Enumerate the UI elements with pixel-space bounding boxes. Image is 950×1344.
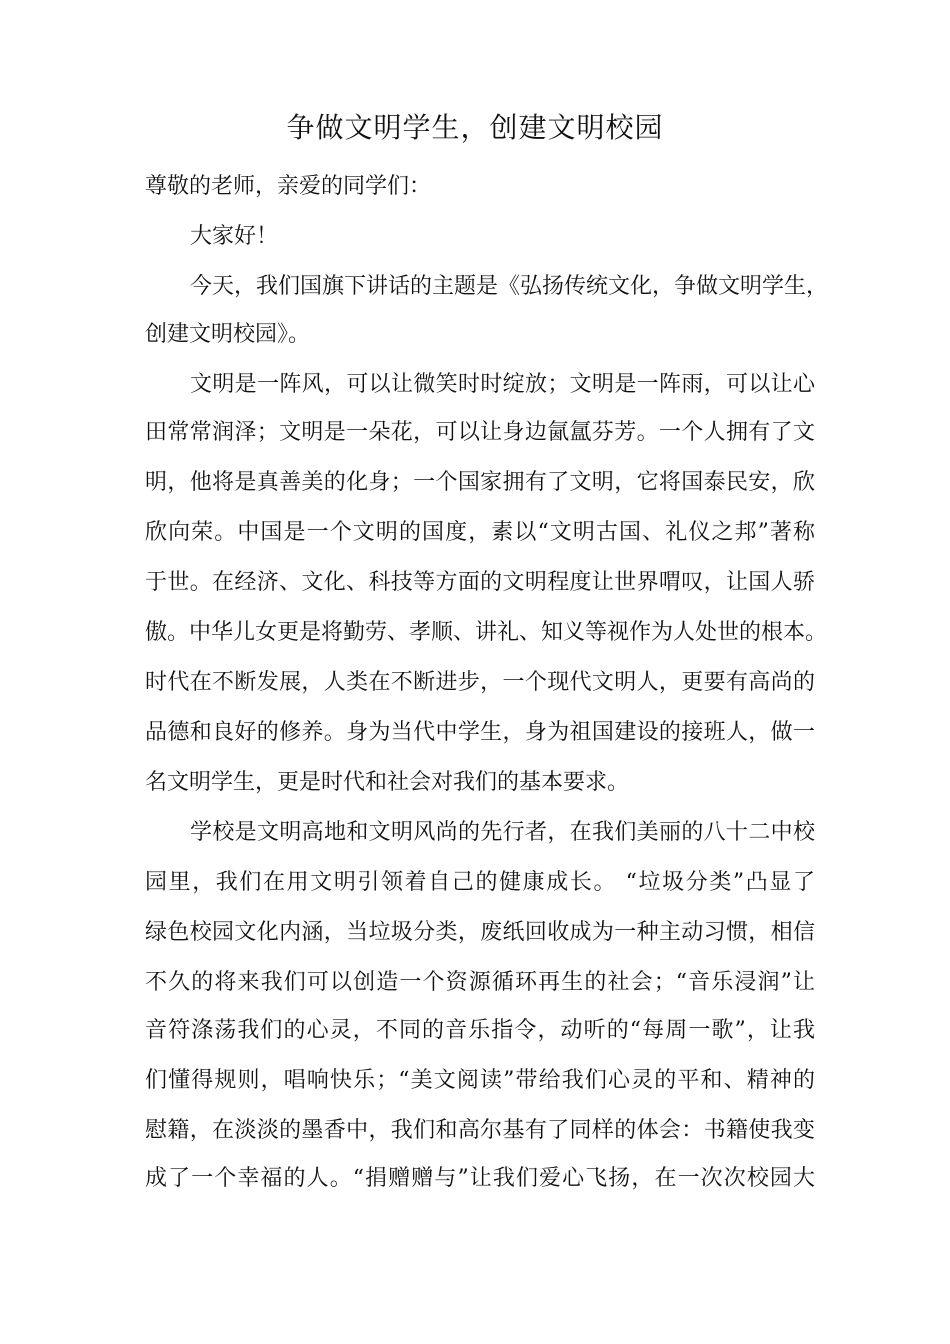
paragraph-line: 慰籍，在淡淡的墨香中，我们和高尔基有了同样的体会：书籍使我变 [145,1118,815,1143]
paragraph-line: 绿色校园文化内涵，当垃圾分类，废纸回收成为一种主动习惯，相信 [145,920,815,945]
paragraph-line: 创建文明校园》。 [145,322,311,347]
paragraph-line: 傲。中华儿女更是将勤劳、孝顺、讲礼、知义等视作为人处世的根本。 [145,620,828,645]
paragraph-line: 今天，我们国旗下讲话的主题是《弘扬传统文化，争做文明学生， [190,274,829,299]
paragraph-line: 成了一个幸福的人。“捐赠赠与”让我们爱心飞扬，在一次次校园大 [145,1166,815,1191]
paragraph-line: 园里，我们在用文明引领着自己的健康成长。 “垃圾分类”凸显了 [145,870,815,895]
greeting: 大家好！ [190,224,279,249]
paragraph-line: 音符涤荡我们的心灵，不同的音乐指令，动听的“每周一歌”，让我 [145,1018,815,1043]
paragraph-line: 学校是文明高地和文明风尚的先行者，在我们美丽的八十二中校 [190,820,815,845]
paragraph-line: 时代在不断发展，人类在不断进步，一个现代文明人，更要有高尚的 [145,670,815,695]
document-title: 争做文明学生，创建文明校园 [286,111,664,144]
paragraph-line: 文明是一阵风，可以让微笑时时绽放；文明是一阵雨，可以让心 [190,372,815,397]
paragraph-line: 们懂得规则，唱响快乐；“美文阅读”带给我们心灵的平和、精神的 [145,1068,815,1093]
paragraph-line: 品德和良好的修养。身为当代中学生，身为祖国建设的接班人，做一 [145,720,815,745]
paragraph-line: 于世。在经济、文化、科技等方面的文明程度让世界喟叹，让国人骄 [145,570,815,595]
paragraph-line: 明，他将是真善美的化身；一个国家拥有了文明，它将国泰民安，欣 [145,470,815,495]
paragraph-line: 不久的将来我们可以创造一个资源循环再生的社会；“音乐浸润”让 [145,970,815,995]
salutation: 尊敬的老师，亲爱的同学们： [145,174,432,199]
paragraph-line: 名文明学生，更是时代和社会对我们的基本要求。 [145,770,630,795]
paragraph-line: 欣向荣。中国是一个文明的国度，素以“文明古国、礼仪之邦”著称 [145,520,815,545]
paragraph-line: 田常常润泽；文明是一朵花，可以让身边氤氲芬芳。一个人拥有了文 [145,420,815,445]
